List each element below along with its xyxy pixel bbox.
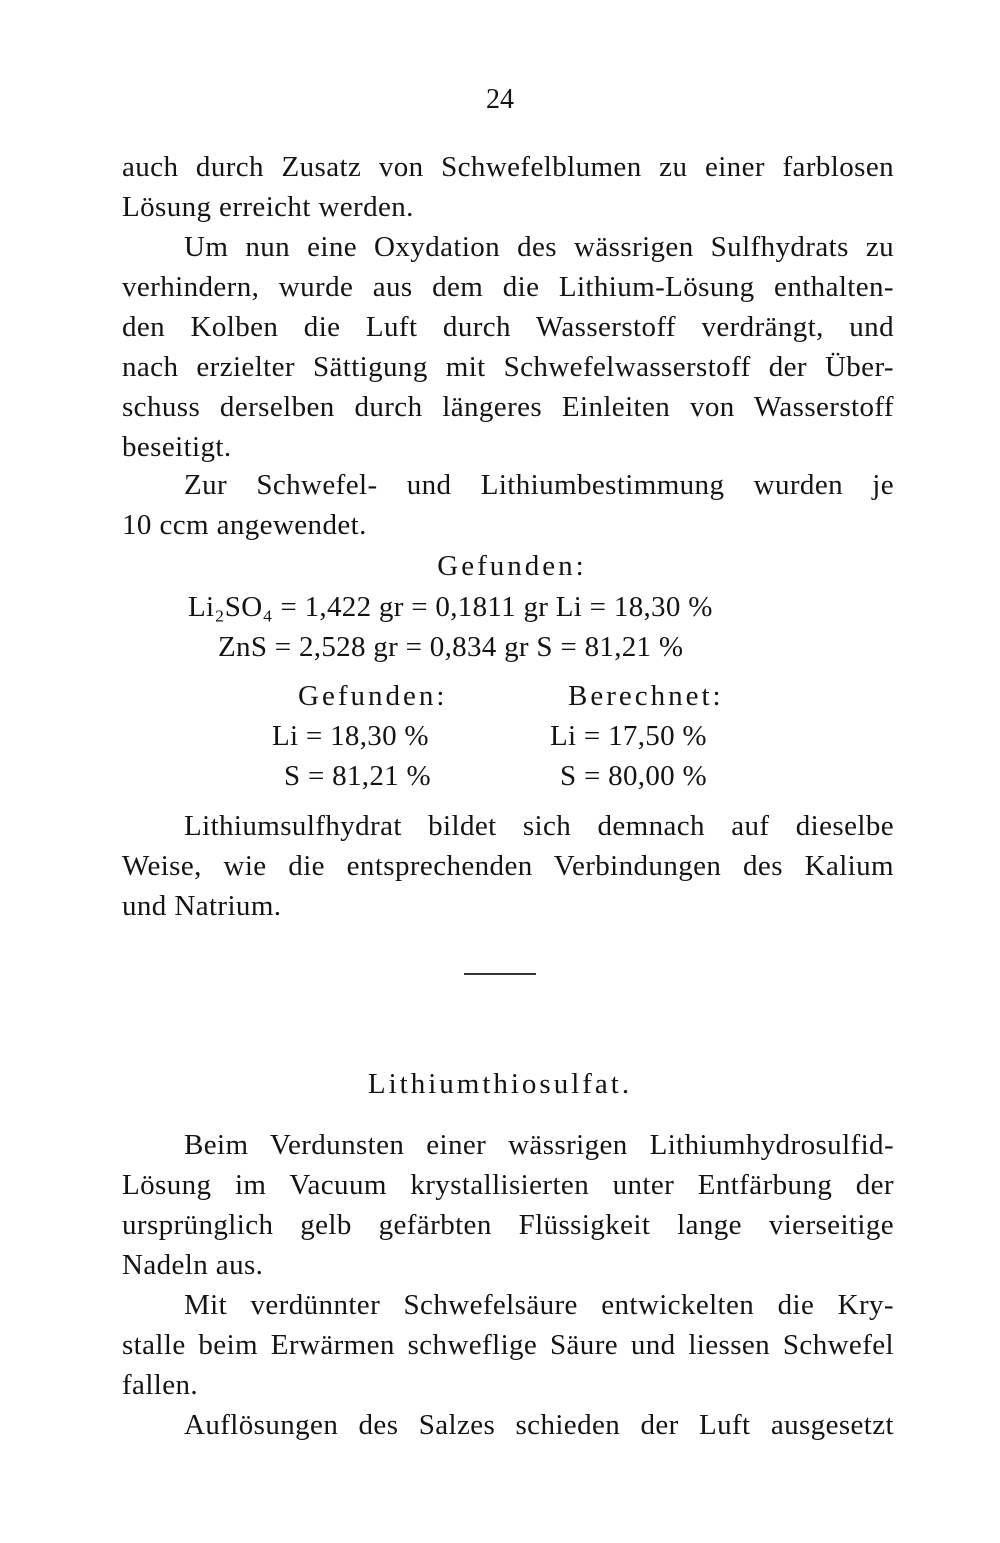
text-line: und Natrium. — [122, 890, 282, 922]
text-line: stalle beim Erwärmen schweflige Säure und liessen Schwefel — [122, 1329, 894, 1361]
paragraph-aufloesungen — [122, 1405, 894, 1445]
paragraph-continuation — [122, 147, 894, 227]
text-line: Zur Schwefel- und Lithiumbestimmung wurden je — [184, 469, 894, 501]
text-line: fallen. — [122, 1369, 199, 1401]
text-line: auch durch Zusatz von Schwefelblumen zu einer farblosen — [122, 151, 894, 183]
paragraph-conclusion — [122, 806, 894, 926]
section-title: Lithiumthiosulfat. — [367, 1068, 633, 1100]
text-line: schuss derselben durch längeres Einleiten von Wasserstoff — [122, 391, 894, 423]
text-line: Lösung im Vacuum krystallisierten unter Entfärbung der — [122, 1169, 894, 1201]
paragraph-bestimmung — [122, 465, 894, 545]
paragraph-oxydation — [122, 227, 894, 467]
text-line: ursprünglich gelb gefärbten Flüssigkeit lange vierseitige — [122, 1209, 894, 1241]
text-line: Lithiumsulfhydrat bildet sich demnach auf dieselbe — [184, 810, 894, 842]
text-line: Weise, wie die entsprechenden Verbindungen des Kalium — [122, 850, 894, 882]
formula-lithium-sulfate: Li₂SO₄ = 1,422 gr = 0,1811 gr Li = 18,30 % — [188, 591, 713, 623]
text-line: 10 ccm angewendet. — [122, 509, 367, 541]
text-line: nach erzielter Sättigung mit Schwefelwasserstoff der Über- — [122, 351, 894, 383]
page-number: 24 — [486, 84, 514, 115]
section-divider — [464, 973, 536, 975]
calculated-column-heading: Berechnet: — [568, 680, 724, 712]
formula-zinc-sulfide: ZnS = 2,528 gr = 0,834 gr S = 81,21 % — [218, 631, 684, 663]
text-line: Mit verdünnter Schwefelsäure entwickelten die Kry- — [184, 1289, 894, 1321]
paragraph-schwefelsaeure — [122, 1285, 894, 1405]
found-s-value: S = 81,21 % — [284, 760, 431, 792]
text-line: Lösung erreicht werden. — [122, 191, 414, 223]
text-line: Auflösungen des Salzes schieden der Luft ausgesetzt — [184, 1409, 894, 1441]
found-li-value: Li = 18,30 % — [272, 720, 429, 752]
paragraph-verdunsten — [122, 1125, 894, 1285]
text-line: beseitigt. — [122, 431, 232, 463]
found-column-heading: Gefunden: — [298, 680, 448, 712]
text-line: Um nun eine Oxydation des wässrigen Sulfhydrats zu — [184, 231, 894, 263]
calculated-li-value: Li = 17,50 % — [550, 720, 707, 752]
text-line: verhindern, wurde aus dem die Lithium-Lösung enthalten- — [122, 271, 894, 303]
gefunden-heading: Gefunden: — [437, 550, 587, 582]
text-line: den Kolben die Luft durch Wasserstoff verdrängt, und — [122, 311, 894, 343]
text-line: Beim Verdunsten einer wässrigen Lithiumhydrosulfid- — [184, 1129, 894, 1161]
text-line: Nadeln aus. — [122, 1249, 264, 1281]
calculated-s-value: S = 80,00 % — [560, 760, 707, 792]
